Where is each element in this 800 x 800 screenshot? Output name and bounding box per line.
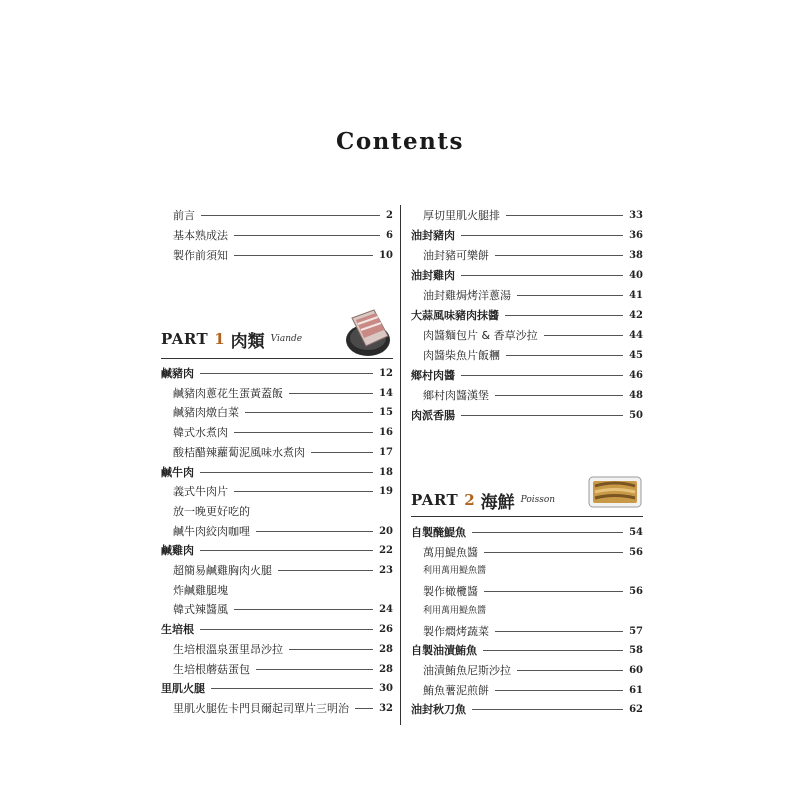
toc-entry-label: 鄉村肉醬漢堡 (423, 389, 489, 402)
toc-entry-label: 肉派香腸 (411, 409, 455, 422)
marinated-fish-photo (587, 474, 643, 510)
toc-leader-line (506, 355, 623, 356)
toc-entry[interactable] (423, 246, 643, 265)
toc-entry-label: 韓式辣醬風 (173, 603, 228, 617)
part1-subtitle: Viande (270, 334, 303, 344)
toc-entry[interactable] (423, 286, 643, 305)
toc-page-number: 58 (629, 645, 643, 657)
toc-leader-line (289, 649, 373, 650)
toc-entry-main[interactable] (161, 463, 393, 482)
toc-entry[interactable] (173, 581, 393, 600)
toc-page-number: 50 (629, 410, 643, 421)
toc-entry[interactable] (173, 423, 393, 442)
toc-entry-label: 油封豬可樂餅 (423, 249, 489, 262)
toc-entry[interactable] (423, 543, 643, 562)
toc-page-number: 30 (379, 683, 393, 695)
toc-entry-label: 利用萬用鯷魚醬 (423, 566, 487, 577)
toc-page-number: 6 (386, 230, 393, 241)
toc-entry-label: 油封雞肉 (411, 269, 455, 282)
part2-rule (411, 516, 643, 517)
toc-entry-label: 生培根 (161, 623, 194, 637)
toc-leader-line (506, 215, 623, 216)
toc-entry-label: 韓式水煮肉 (173, 426, 228, 440)
toc-leader-line (505, 315, 623, 316)
toc-entry[interactable] (173, 246, 393, 265)
toc-entry-label: 義式牛肉片 (173, 485, 228, 499)
toc-entry[interactable] (173, 660, 393, 679)
toc-entry-label: 自製醃鯷魚 (411, 526, 466, 539)
toc-page-number: 17 (379, 446, 393, 458)
toc-entry[interactable] (173, 600, 393, 619)
toc-entry-main[interactable] (411, 406, 643, 425)
toc-entry-label: 里肌火腿 (161, 682, 205, 696)
toc-page-number: 12 (379, 368, 393, 379)
toc-leader-line (495, 255, 623, 256)
toc-leader-line (355, 708, 373, 709)
toc-leader-line (495, 690, 623, 691)
toc-entry-label: 生培根蘑菇蛋包 (173, 662, 250, 676)
toc-leader-line (517, 295, 623, 296)
toc-entry[interactable] (173, 502, 393, 521)
toc-entry[interactable] (173, 640, 393, 659)
toc-entry-label: 製作燜烤蔬菜 (423, 624, 489, 638)
toc-entry[interactable] (173, 226, 393, 245)
toc-page-number: 60 (629, 664, 643, 676)
toc-entry-label: 油封秋刀魚 (411, 703, 466, 717)
toc-page-number: 61 (629, 684, 643, 696)
toc-entry-label: 超簡易鹹雞胸肉火腿 (173, 564, 272, 577)
toc-page-number: 22 (379, 545, 393, 557)
toc-entry-label: 生培根溫泉蛋里昂沙拉 (173, 642, 283, 656)
toc-entry-label: 厚切里肌火腿排 (423, 209, 500, 222)
toc-page-number: 38 (629, 250, 643, 261)
toc-entry[interactable] (173, 561, 393, 580)
toc-entry-label: 鄉村肉醬 (411, 369, 455, 382)
part1-rule (161, 358, 393, 359)
toc-entry-label: 前言 (173, 209, 195, 222)
toc-entry-label: 鮪魚薯泥煎餅 (423, 683, 489, 697)
toc-page-number: 48 (629, 390, 643, 401)
toc-entry-label: 肉醬麵包片 & 香草沙拉 (423, 329, 538, 342)
toc-leader-line (484, 552, 623, 553)
toc-page-number: 28 (379, 663, 393, 675)
toc-page-number: 10 (379, 250, 393, 261)
toc-leader-line (472, 532, 623, 533)
toc-leader-line (234, 491, 373, 492)
toc-entry-main[interactable] (411, 700, 643, 719)
toc-leader-line (234, 235, 380, 236)
toc-leader-line (201, 215, 380, 216)
toc-entry[interactable] (173, 699, 393, 718)
toc-entry-label: 鹹豬肉蔥花生蛋黃蓋飯 (173, 386, 283, 400)
toc-entry-main[interactable] (411, 266, 643, 285)
toc-page-number: 15 (379, 407, 393, 419)
toc-entry[interactable] (423, 622, 643, 641)
toc-page-number: 20 (379, 525, 393, 537)
toc-leader-line (200, 550, 373, 551)
toc-leader-line (234, 609, 373, 610)
column-divider (400, 205, 401, 725)
toc-entry-main[interactable] (161, 679, 393, 698)
toc-page-number: 2 (386, 210, 393, 221)
toc-entry[interactable] (173, 403, 393, 422)
toc-page-number: 54 (629, 527, 643, 538)
toc-leader-line (495, 631, 623, 632)
toc-entry[interactable] (423, 326, 643, 345)
toc-page-number: 62 (629, 704, 643, 716)
toc-page-number: 28 (379, 643, 393, 655)
toc-entry-label: 自製油漬鮪魚 (411, 644, 477, 658)
toc-entry[interactable] (173, 384, 393, 403)
toc-leader-line (461, 235, 623, 236)
part1-heading (161, 325, 302, 353)
toc-page-number: 45 (629, 350, 643, 361)
toc-entry-label: 鹹豬肉燉白菜 (173, 406, 239, 420)
part2-heading (411, 486, 555, 514)
toc-entry[interactable] (423, 206, 643, 225)
toc-page-number: 33 (629, 210, 643, 221)
toc-page-number: 32 (379, 702, 393, 714)
toc-entry[interactable] (423, 562, 643, 581)
toc-page-number: 16 (379, 427, 393, 439)
toc-entry-label: 鹹牛肉 (161, 465, 194, 479)
toc-entry-main[interactable] (411, 226, 643, 245)
toc-leader-line (200, 472, 373, 473)
toc-page-number: 19 (379, 486, 393, 498)
toc-entry-main[interactable] (161, 364, 393, 383)
toc-entry-label: 肉醬柴魚片飯糰 (423, 349, 500, 362)
toc-leader-line (234, 432, 373, 433)
toc-entry-label: 利用萬用鯷魚醬 (423, 605, 487, 616)
toc-entry-label: 油封雞焗烤洋蔥湯 (423, 289, 511, 302)
toc-page-number: 14 (379, 387, 393, 399)
toc-entry[interactable] (423, 346, 643, 365)
toc-page-number: 46 (629, 370, 643, 381)
toc-entry-label: 放一晚更好吃的 (173, 504, 250, 518)
toc-entry-label: 萬用鯷魚醬 (423, 545, 478, 559)
toc-entry[interactable] (173, 522, 393, 541)
toc-entry-label: 基本熟成法 (173, 229, 228, 242)
toc-leader-line (211, 688, 373, 689)
toc-page-number: 23 (379, 565, 393, 576)
part1-name: 肉類 (230, 331, 265, 352)
toc-entry-main[interactable] (411, 523, 643, 542)
toc-page-number: 40 (629, 270, 643, 281)
toc-entry-label: 鹹豬肉 (161, 367, 194, 380)
toc-leader-line (517, 670, 623, 671)
toc-entry-label: 里肌火腿佐卡門貝爾起司單片三明治 (173, 701, 349, 715)
toc-page-number: 57 (629, 625, 643, 637)
toc-page-number: 56 (629, 586, 643, 598)
toc-page-number: 18 (379, 466, 393, 478)
pork-belly-photo (344, 306, 392, 358)
toc-page-number: 41 (629, 290, 643, 301)
toc-leader-line (461, 275, 623, 276)
toc-entry[interactable] (423, 681, 643, 700)
toc-leader-line (256, 669, 373, 670)
toc-entry[interactable] (423, 602, 643, 621)
part1-number: 1 (214, 330, 225, 348)
toc-entry[interactable] (173, 443, 393, 462)
toc-page-number: 42 (629, 310, 643, 321)
toc-page-number: 24 (379, 604, 393, 616)
toc-leader-line (495, 395, 623, 396)
toc-entry-label: 鹹雞肉 (161, 544, 194, 558)
toc-entry-label: 炸鹹雞腿塊 (173, 583, 228, 597)
toc-entry[interactable] (173, 482, 393, 501)
toc-entry-main[interactable] (161, 620, 393, 639)
toc-page-number: 26 (379, 624, 393, 636)
toc-entry[interactable] (423, 386, 643, 405)
toc-entry-label: 製作前須知 (173, 249, 228, 262)
part1-word: PART (161, 330, 209, 348)
toc-leader-line (483, 650, 623, 651)
toc-entry-label: 油漬鮪魚尼斯沙拉 (423, 663, 511, 677)
toc-leader-line (461, 415, 623, 416)
toc-page-number: 36 (629, 230, 643, 241)
toc-entry-main[interactable] (161, 541, 393, 560)
toc-entry-label: 製作橄欖醬 (423, 585, 478, 599)
toc-leader-line (311, 452, 373, 453)
toc-entry-label: 油封豬肉 (411, 229, 455, 242)
toc-page-number: 44 (629, 330, 643, 341)
toc-entry-label: 大蒜風味豬肉抹醬 (411, 309, 499, 322)
toc-leader-line (200, 373, 373, 374)
page-title: Contents (336, 128, 464, 155)
toc-leader-line (278, 570, 373, 571)
toc-entry-main[interactable] (411, 641, 643, 660)
toc-leader-line (484, 591, 623, 592)
toc-page-number: 56 (629, 546, 643, 558)
toc-leader-line (234, 255, 373, 256)
toc-leader-line (245, 412, 373, 413)
toc-entry[interactable] (173, 206, 393, 225)
part2-name: 海鮮 (480, 492, 515, 513)
toc-entry[interactable] (423, 661, 643, 680)
toc-entry-main[interactable] (411, 306, 643, 325)
toc-leader-line (256, 531, 373, 532)
toc-entry-label: 酸桔醋辣蘿蔔泥風味水煮肉 (173, 445, 305, 459)
part2-subtitle: Poisson (520, 495, 556, 505)
toc-leader-line (472, 709, 623, 710)
toc-leader-line (461, 375, 623, 376)
toc-entry-main[interactable] (411, 366, 643, 385)
toc-leader-line (200, 629, 373, 630)
toc-entry[interactable] (423, 582, 643, 601)
toc-entry-label: 鹹牛肉絞肉咖哩 (173, 524, 250, 538)
toc-leader-line (289, 393, 373, 394)
part2-number: 2 (464, 491, 475, 509)
part2-word: PART (411, 491, 459, 509)
toc-leader-line (544, 335, 624, 336)
